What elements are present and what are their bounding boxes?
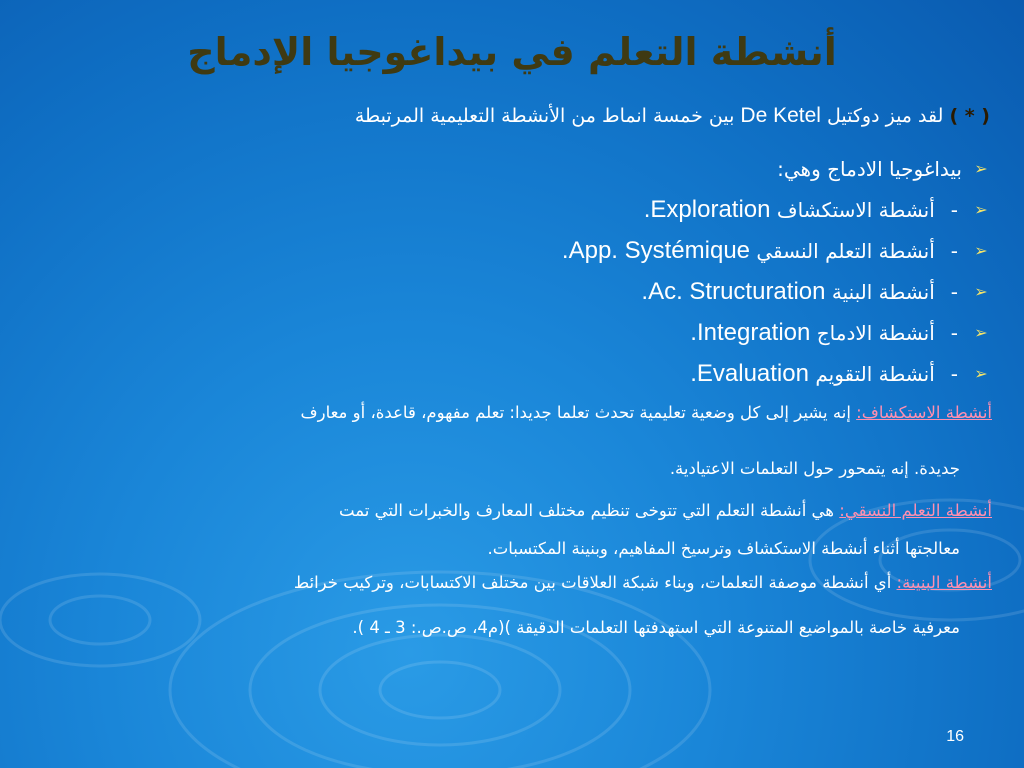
chevron-right-icon: ➢	[974, 282, 988, 301]
paragraph-systemic	[24, 500, 992, 522]
list-item-text: بيداغوجيا الادماج وهي:	[777, 156, 962, 181]
list-item	[200, 148, 990, 189]
paragraph-text: أي أنشطة موصفة التعلمات، وبناء شبكة العلاقات بين مختلف الاكتسابات، وتركيب خرائط	[293, 573, 892, 592]
list-item-text: أنشطة البنية	[831, 279, 935, 304]
intro-latin-name: De Ketel	[740, 104, 821, 127]
chevron-right-icon: ➢	[974, 241, 988, 260]
paragraph-continuation: معرفية خاصة بالمواضيع المتنوعة التي استهدفتها التعلمات الدقيقة )(م4، ص.ص.: 3 ـ 4 ).	[352, 618, 960, 637]
list-item-latin: Ac. Structuration.	[641, 277, 826, 305]
paragraph-continuation: معالجتها أثناء أنشطة الاستكشاف وترسيخ المفاهيم، وبنينة المكتسبات.	[487, 539, 960, 558]
list-dash: -	[950, 320, 958, 345]
intro-text-a: لقد ميز دوكتيل	[827, 105, 944, 127]
paragraph-exploration	[24, 402, 992, 424]
list-item-latin: Exploration.	[643, 195, 771, 223]
list-item-text: أنشطة التقويم	[815, 361, 935, 386]
list-item-latin: Integration.	[690, 318, 811, 346]
paragraph-continuation: جديدة. إنه يتمحور حول التعلمات الاعتيادية.	[669, 459, 960, 478]
list-item-latin: App. Systémique.	[561, 236, 751, 264]
page-number: 16	[946, 728, 964, 745]
activity-list	[200, 148, 990, 394]
chevron-right-icon: ➢	[974, 323, 988, 342]
paragraph-structuration	[24, 572, 992, 594]
chevron-right-icon: ➢	[974, 364, 988, 383]
list-item-text: أنشطة التعلم النسقي	[756, 238, 935, 263]
list-item-text: أنشطة الادماج	[816, 320, 935, 345]
list-dash: -	[950, 238, 958, 263]
footnote-mark: ( * )	[949, 105, 990, 127]
term-exploration: أنشطة الاستكشاف:	[856, 403, 992, 422]
paragraph-text: هي أنشطة التعلم التي تتوخى تنظيم مختلف المعارف والخبرات التي تمت	[339, 501, 835, 520]
term-structuration: أنشطة البنينة:	[896, 573, 992, 592]
list-item	[200, 189, 990, 230]
slide-title: أنشطة التعلم في بيداغوجيا الإدماج	[187, 30, 837, 74]
list-item	[200, 353, 990, 394]
list-item	[200, 312, 990, 353]
chevron-right-icon: ➢	[974, 159, 988, 178]
list-item-latin: Evaluation.	[690, 359, 809, 387]
list-dash: -	[950, 361, 958, 386]
intro-text-b: بين خمسة انماط من الأنشطة التعليمية المرتبطة	[354, 105, 735, 127]
term-systemic: أنشطة التعلم النسقي:	[839, 501, 992, 520]
list-dash: -	[950, 279, 958, 304]
intro-line	[100, 104, 990, 128]
chevron-right-icon: ➢	[974, 200, 988, 219]
list-item-text: أنشطة الاستكشاف	[776, 197, 935, 222]
paragraph-text: إنه يشير إلى كل وضعية تعليمية تحدث تعلما جديدا: تعلم مفهوم، قاعدة، أو معارف	[300, 403, 851, 422]
list-item	[200, 230, 990, 271]
list-dash: -	[950, 197, 958, 222]
list-item	[200, 271, 990, 312]
